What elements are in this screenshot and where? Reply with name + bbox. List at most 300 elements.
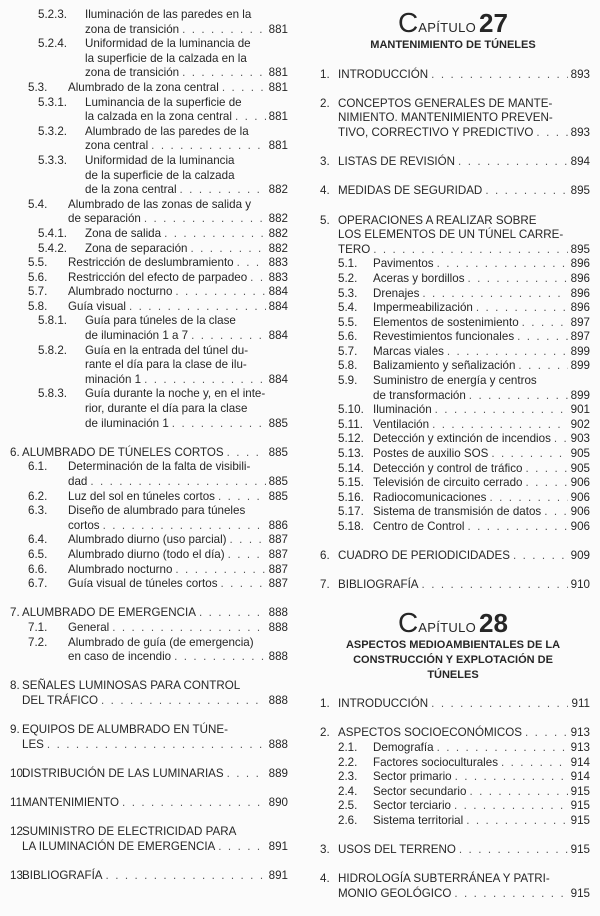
dot-leader — [452, 770, 568, 785]
toc-entry-line — [8, 577, 288, 592]
dot-leader — [100, 519, 266, 534]
toc-page-number: 882 — [268, 212, 288, 226]
toc-entry[interactable] — [8, 723, 288, 752]
toc-page-number: 906 — [570, 490, 590, 504]
toc-section — [316, 155, 590, 170]
toc-page-number: 913 — [570, 726, 590, 740]
toc-entry-line — [8, 694, 288, 709]
toc-entry-number: 6.1. — [28, 460, 48, 474]
toc-entry-text: LISTAS DE REVISIÓN — [338, 155, 456, 169]
dot-leader — [486, 491, 568, 506]
toc-entry-text: cortos — [68, 518, 100, 532]
dot-leader — [169, 417, 266, 432]
toc-entry-number: 5.8.2. — [38, 343, 68, 357]
dot-leader — [522, 726, 568, 741]
toc-entry-text: zona de transición — [85, 66, 180, 80]
toc-entry[interactable] — [8, 533, 288, 548]
toc-entry-line — [8, 840, 288, 855]
toc-page-number: 888 — [268, 693, 288, 707]
toc-entry-line — [8, 490, 288, 505]
toc-entry-number: 5.11. — [338, 417, 363, 431]
toc-page-number: 897 — [570, 330, 590, 344]
toc-page-number: 891 — [268, 869, 288, 883]
toc-entry[interactable] — [316, 214, 590, 258]
toc-entry[interactable] — [8, 96, 288, 125]
toc-page-number: 886 — [268, 518, 288, 532]
toc-page-number: 890 — [268, 796, 288, 810]
toc-page-number: 883 — [268, 270, 288, 284]
toc-entry-text: de iluminación 1 a 7 — [85, 329, 189, 343]
toc-entry[interactable] — [316, 578, 590, 593]
toc-page-number: 885 — [268, 416, 288, 430]
toc-entry-line — [8, 402, 288, 417]
toc-entry-number: 2. — [320, 96, 330, 110]
toc-entry-text: Restricción de deslumbramiento — [68, 256, 234, 270]
toc-page-number: 887 — [268, 562, 288, 576]
dot-leader — [456, 843, 568, 858]
toc-entry-text: INTRODUCCIÓN — [338, 67, 429, 81]
toc-entry-text: Guía visual — [68, 299, 126, 313]
toc-entry[interactable] — [8, 314, 288, 343]
toc-page-number: 888 — [268, 620, 288, 634]
toc-entry[interactable] — [8, 563, 288, 578]
toc-entry-line — [8, 504, 288, 519]
toc-left-column — [8, 8, 288, 898]
toc-entry[interactable] — [316, 462, 590, 477]
toc-entry-line — [8, 563, 288, 578]
toc-page-number: 911 — [571, 697, 590, 711]
toc-entry[interactable] — [8, 767, 288, 782]
toc-entry[interactable] — [8, 227, 288, 242]
dot-leader — [510, 549, 568, 564]
toc-page-number: 887 — [268, 547, 288, 561]
toc-entry[interactable] — [316, 726, 590, 741]
toc-page-number: 896 — [570, 286, 590, 300]
dot-leader — [218, 577, 266, 592]
toc-entry-text: TIVO, CORRECTIVO Y PREDICTIVO — [338, 125, 534, 139]
toc-entry-text: BIBLIOGRAFÍA — [338, 578, 419, 592]
toc-entry-number: 6.6. — [28, 562, 48, 576]
toc-entry[interactable] — [316, 770, 590, 785]
toc-entry-number: 5.7. — [28, 285, 48, 299]
toc-entry-text: General — [68, 620, 110, 634]
toc-entry-number: 5. — [320, 213, 330, 227]
dot-leader — [227, 533, 266, 548]
toc-entry[interactable] — [316, 697, 590, 712]
toc-entry-line — [8, 358, 288, 373]
toc-section — [316, 549, 590, 564]
toc-page-number: 888 — [268, 737, 288, 751]
toc-page-number: 889 — [268, 766, 288, 780]
toc-entry[interactable] — [316, 316, 590, 331]
toc-entry-text: ALUMBRADO DE EMERGENCIA — [22, 606, 196, 620]
toc-entry-line — [8, 373, 288, 388]
toc-entry-text: MONIO GEOLÓGICO — [338, 886, 452, 900]
toc-page-number: 914 — [570, 755, 590, 769]
dot-leader — [44, 738, 266, 753]
toc-entry[interactable] — [316, 491, 590, 506]
toc-entry-text: Guía para túneles de la clase — [85, 314, 236, 328]
toc-entry-number: 5.14. — [338, 461, 364, 475]
toc-section — [8, 606, 288, 664]
toc-entry-text: Sistema de transmisión de datos — [373, 505, 542, 519]
dot-leader — [103, 869, 266, 884]
toc-entry[interactable] — [8, 796, 288, 811]
toc-entry-number: 5.8.3. — [38, 387, 68, 401]
toc-entry[interactable] — [316, 257, 590, 272]
toc-section — [316, 68, 590, 83]
toc-entry-line — [8, 869, 288, 884]
toc-entry[interactable] — [8, 387, 288, 431]
toc-entry-line — [8, 256, 288, 271]
dot-leader — [488, 447, 568, 462]
toc-entry-text: MANTENIMIENTO — [22, 796, 120, 810]
dot-leader — [370, 243, 568, 258]
dot-leader — [419, 578, 568, 593]
toc-entry-line — [316, 843, 590, 858]
toc-entry[interactable] — [316, 785, 590, 800]
toc-entry[interactable] — [316, 403, 590, 418]
toc-entry-number: 5.4.1. — [38, 226, 68, 240]
chapter-word-initial: C — [398, 606, 419, 638]
toc-page-number: 910 — [570, 578, 590, 592]
toc-entry-text: LES — [22, 737, 44, 751]
toc-entry-number: 6.5. — [28, 547, 48, 561]
toc-entry-line — [316, 214, 590, 229]
toc-entry-number: 11. — [10, 796, 26, 810]
toc-entry[interactable] — [8, 606, 288, 621]
toc-entry[interactable] — [316, 520, 590, 535]
toc-entry-number: 5.18. — [338, 520, 364, 533]
toc-entry-line — [8, 285, 288, 300]
dot-leader — [444, 345, 568, 360]
toc-entry-text: Impermeabilización — [373, 301, 473, 315]
toc-entry[interactable] — [8, 271, 288, 286]
toc-page-number: 905 — [570, 461, 590, 475]
toc-entry[interactable] — [8, 460, 288, 489]
toc-entry-text: Iluminación — [373, 403, 432, 417]
toc-entry[interactable] — [316, 505, 590, 520]
toc-page-number: 884 — [268, 285, 288, 299]
dot-leader — [215, 490, 266, 505]
dot-leader — [171, 650, 266, 665]
toc-entry[interactable] — [8, 81, 288, 96]
chapter-subtitle-line: ASPECTOS MEDIOAMBIENTALES DE LA — [345, 638, 561, 651]
toc-entry-line — [8, 169, 288, 184]
toc-entry-line — [8, 23, 288, 38]
toc-entry-text: zona de transición — [85, 22, 180, 36]
toc-entry-number: 2.2. — [338, 755, 358, 769]
toc-entry[interactable] — [8, 504, 288, 533]
toc-entry-number: 5.8. — [28, 299, 48, 313]
dot-leader — [119, 796, 266, 811]
toc-entry-text: Postes de auxilio SOS — [373, 447, 489, 461]
dot-leader — [541, 505, 568, 520]
toc-entry-number: 5.17. — [338, 505, 364, 519]
toc-entry[interactable] — [316, 872, 590, 901]
dot-leader — [455, 155, 568, 170]
dot-leader — [87, 475, 266, 490]
chapter-word-rest: APÍTULO — [418, 20, 477, 35]
dot-leader — [465, 272, 569, 287]
toc-entry[interactable] — [316, 345, 590, 360]
toc-entry[interactable] — [316, 287, 590, 302]
toc-page-number: 881 — [268, 22, 288, 36]
dot-leader — [451, 887, 568, 902]
toc-entry[interactable] — [316, 756, 590, 771]
toc-entry-text: NIMIENTO. MANTENIMIENTO PREVEN- — [338, 111, 553, 125]
toc-entry-line — [8, 475, 288, 490]
toc-page-number: 909 — [570, 549, 590, 563]
toc-page-number: 883 — [268, 256, 288, 270]
toc-entry-text: Revestimientos funcionales — [373, 330, 515, 344]
dot-leader — [451, 799, 568, 814]
toc-entry-line — [8, 796, 288, 811]
toc-entry-line — [8, 110, 288, 125]
toc-entry-text: Luz del sol en túneles cortos — [68, 489, 215, 503]
toc-entry-text: Luminancia de la superficie de — [85, 95, 242, 109]
toc-entry-number: 5.2.3. — [38, 8, 68, 21]
toc-entry-text: Sector primario — [373, 770, 452, 784]
toc-entry-line — [8, 460, 288, 475]
dot-leader — [148, 139, 266, 154]
toc-section — [316, 726, 590, 828]
toc-entry[interactable] — [316, 272, 590, 287]
toc-entry-line — [8, 139, 288, 154]
dot-leader — [473, 301, 568, 316]
toc-entry-text: Restricción del efecto de parpadeo — [68, 270, 248, 284]
toc-entry[interactable] — [8, 548, 288, 563]
toc-entry-number: 5.7. — [338, 344, 358, 358]
toc-entry[interactable] — [316, 799, 590, 814]
toc-entry-number: 5.4. — [338, 301, 358, 315]
toc-entry-text: CONCEPTOS GENERALES DE MANTE- — [338, 96, 553, 110]
toc-entry[interactable] — [8, 242, 288, 257]
toc-entry-line — [8, 271, 288, 286]
toc-entry-line — [8, 66, 288, 81]
toc-page-number: 882 — [268, 241, 288, 255]
toc-page-number: 905 — [570, 447, 590, 461]
dot-leader — [188, 329, 266, 344]
dot-leader — [234, 256, 266, 271]
toc-entry-text: de la superficie de la calzada — [85, 168, 235, 182]
toc-entry-line — [8, 417, 288, 432]
toc-page-number: 884 — [268, 299, 288, 313]
toc-entry[interactable] — [8, 446, 288, 461]
dot-leader — [177, 183, 266, 198]
toc-entry-number: 5.3.2. — [38, 124, 68, 138]
chapter-subtitle-line: CONSTRUCCIÓN Y EXPLOTACIÓN DE — [353, 653, 553, 666]
toc-section — [8, 679, 288, 708]
toc-entry-line — [8, 52, 288, 67]
toc-entry-line — [8, 81, 288, 96]
toc-page-number: 913 — [570, 740, 590, 754]
toc-entry-number: 7.2. — [28, 635, 48, 649]
toc-entry[interactable] — [8, 8, 288, 37]
toc-entry-text: minación 1 — [85, 372, 142, 386]
toc-entry-text: Pavimentos — [373, 257, 434, 271]
dot-leader — [232, 110, 266, 125]
toc-entry-line — [8, 679, 288, 694]
toc-entry[interactable] — [8, 577, 288, 592]
toc-entry-text: CUADRO DE PERIODICIDADES — [338, 549, 510, 563]
toc-entry[interactable] — [8, 37, 288, 81]
toc-entry[interactable] — [8, 621, 288, 636]
toc-entry-line — [316, 578, 590, 593]
toc-entry-line — [316, 155, 590, 170]
toc-entry[interactable] — [316, 814, 590, 829]
dot-leader — [514, 330, 568, 345]
toc-entry-text: Guía en la entrada del túnel du- — [85, 343, 249, 357]
toc-entry-line — [8, 300, 288, 315]
toc-page-number: 895 — [570, 184, 590, 198]
toc-entry[interactable] — [316, 97, 590, 141]
toc-entry-line — [8, 519, 288, 534]
toc-entry-number: 6.4. — [28, 533, 48, 547]
toc-page-number: 915 — [570, 799, 590, 813]
toc-entry[interactable] — [8, 256, 288, 271]
toc-entry[interactable] — [316, 330, 590, 345]
dot-leader — [161, 227, 266, 242]
toc-page-number: 888 — [268, 650, 288, 664]
toc-page-number: 903 — [570, 432, 590, 446]
dot-leader — [224, 446, 266, 461]
toc-entry[interactable] — [8, 636, 288, 665]
dot-leader — [465, 520, 568, 535]
toc-entry-number: 5.6. — [28, 270, 48, 284]
toc-entry-text: Detección y control de tráfico — [373, 461, 523, 475]
dot-leader — [463, 814, 568, 829]
toc-entry-text: en caso de incendio — [68, 650, 172, 664]
toc-entry-line — [316, 549, 590, 564]
toc-entry-number: 5.2.4. — [38, 37, 68, 51]
toc-page-number: 902 — [570, 417, 590, 431]
toc-entry-line — [316, 243, 590, 258]
toc-entry-number: 3. — [320, 155, 330, 169]
toc-page-number: 901 — [570, 403, 590, 417]
toc-entry-number: 5.15. — [338, 476, 364, 490]
toc-entry-text: Balizamiento y señalización — [373, 359, 516, 373]
toc-entry-number: 2.3. — [338, 770, 358, 784]
toc-entry-number: 2. — [320, 726, 330, 740]
toc-entry[interactable] — [316, 68, 590, 83]
toc-entry-line — [316, 126, 590, 141]
toc-entry[interactable] — [316, 374, 590, 403]
toc-entry-text: OPERACIONES A REALIZAR SOBRE — [338, 213, 537, 227]
toc-section — [316, 97, 590, 141]
dot-leader — [482, 184, 568, 199]
toc-page-number: 881 — [268, 139, 288, 153]
toc-entry[interactable] — [316, 432, 590, 447]
toc-entry[interactable] — [316, 155, 590, 170]
toc-entry[interactable] — [8, 490, 288, 505]
toc-entry-number: 7. — [320, 578, 330, 592]
toc-entry[interactable] — [316, 447, 590, 462]
toc-entry-text: rante el día para la clase de ilu- — [85, 358, 247, 372]
toc-entry-number: 6.7. — [28, 577, 48, 591]
toc-entry[interactable] — [8, 285, 288, 300]
toc-page-number: 884 — [268, 329, 288, 343]
dot-leader — [498, 756, 568, 771]
toc-entry-text: Detección y extinción de incendios — [373, 432, 551, 446]
toc-entry-number: 12. — [10, 825, 27, 839]
toc-entry-number: 5.5. — [338, 315, 358, 329]
toc-entry-line — [8, 650, 288, 665]
toc-entry-text: MEDIDAS DE SEGURIDAD — [338, 184, 483, 198]
dot-leader — [533, 126, 568, 141]
toc-entry[interactable] — [8, 679, 288, 708]
dot-leader — [519, 316, 568, 331]
dot-leader — [434, 257, 568, 272]
toc-entry[interactable] — [316, 741, 590, 756]
toc-entry-text: LOS ELEMENTOS DE UN TÚNEL CARRE- — [338, 228, 564, 242]
toc-entry-number: 6.2. — [28, 489, 48, 503]
toc-entry[interactable] — [8, 198, 288, 227]
toc-entry-number: 1. — [320, 697, 330, 711]
toc-entry-number: 4. — [320, 184, 330, 198]
toc-entry-text: Alumbrado nocturno — [68, 285, 173, 299]
toc-entry-text: LA ILUMINACIÓN DE EMERGENCIA — [22, 839, 216, 853]
toc-entry-text: Radiocomunicaciones — [373, 490, 487, 504]
toc-entry-text: DISTRIBUCIÓN DE LAS LUMINARIAS — [22, 766, 224, 780]
toc-page-number: 884 — [268, 372, 288, 386]
dot-leader — [126, 300, 266, 315]
toc-section — [8, 796, 288, 811]
dot-leader — [219, 81, 266, 96]
toc-entry[interactable] — [8, 825, 288, 854]
toc-entry-number: 5.8.1. — [38, 314, 68, 328]
chapter-title — [316, 608, 590, 638]
dot-leader — [187, 242, 266, 257]
toc-entry-text: la superficie de la calzada en la — [85, 51, 247, 65]
toc-entry[interactable] — [8, 125, 288, 154]
toc-entry[interactable] — [8, 300, 288, 315]
toc-entry-number: 5.4.2. — [38, 241, 68, 255]
toc-entry-text: Uniformidad de la luminancia de — [85, 37, 251, 51]
toc-entry-text: Alumbrado nocturno — [68, 562, 173, 576]
toc-section — [316, 872, 590, 901]
toc-entry-text: Determinación de la falta de visibili- — [68, 460, 251, 474]
toc-entry[interactable] — [316, 476, 590, 491]
toc-entry-line — [316, 184, 590, 199]
toc-entry[interactable] — [8, 344, 288, 388]
toc-page-number: 915 — [570, 784, 590, 798]
toc-entry-number: 5.6. — [338, 330, 358, 344]
toc-entry[interactable] — [316, 418, 590, 433]
dot-leader — [551, 432, 568, 447]
dot-leader — [179, 66, 266, 81]
toc-entry[interactable] — [316, 843, 590, 858]
toc-entry-number: 5.8. — [338, 359, 358, 373]
toc-entry-text: SEÑALES LUMINOSAS PARA CONTROL — [22, 679, 241, 693]
toc-entry-number: 13. — [10, 869, 27, 883]
dot-leader — [141, 212, 266, 227]
toc-entry[interactable] — [316, 301, 590, 316]
toc-entry-text: Televisión de circuito cerrado — [373, 476, 523, 490]
toc-entry[interactable] — [316, 184, 590, 199]
toc-entry-line — [8, 183, 288, 198]
toc-section — [316, 184, 590, 199]
dot-leader — [225, 548, 266, 563]
toc-entry-number: 7. — [10, 606, 20, 620]
toc-entry-text: Guía visual de túneles cortos — [68, 577, 218, 591]
toc-entry[interactable] — [8, 869, 288, 884]
toc-entry[interactable] — [316, 359, 590, 374]
toc-entry[interactable] — [316, 549, 590, 564]
toc-page-number: 891 — [268, 839, 288, 853]
toc-entry-text: Elementos de sostenimiento — [373, 315, 519, 329]
toc-entry[interactable] — [8, 154, 288, 198]
